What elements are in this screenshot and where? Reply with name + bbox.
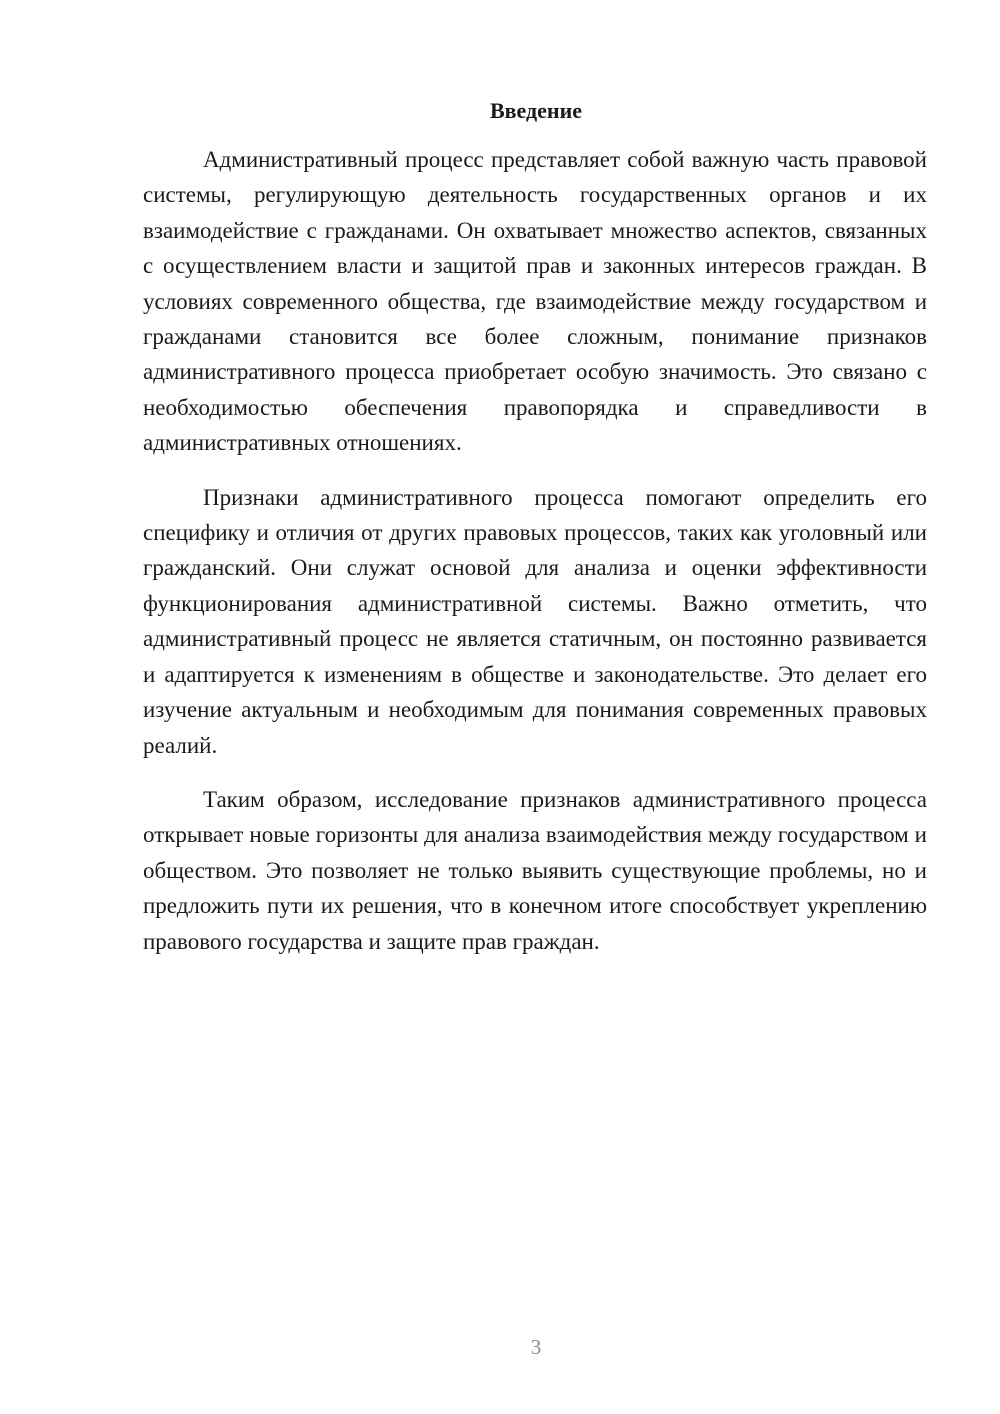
page-number: 3 bbox=[530, 1335, 542, 1359]
section-heading: Введение bbox=[489, 98, 583, 123]
paragraph-2: Признаки административного процесса помогают определить его специфику и отличия от других правовых процессов, таких как уголовный или гражданский. Они служат основой для анализа и оценки эффективности функционирования административной системы. Важно отметить, что административный процесс не является статичным, он постоянно развивается и адаптируется к изменениям в обществе и законодательстве. Это делает его изучение актуальным и необходимым для понимания современных правовых реалий. bbox=[143, 484, 927, 758]
paragraph-1: Административный процесс представляет собой важную часть правовой системы, регулирующую деятельность государственных органов и их взаимодействие с гражданами. Он охватывает множество аспектов, связанных с осуществлением власти и защитой прав и законных интересов граждан. В условиях современного общества, где взаимодействие между государством и гражданами становится все более сложным, понимание признаков административного процесса приобретает особую значимость. Это связано с необходимостью обеспечения правопорядка и справедливости в административных отношениях. bbox=[143, 147, 927, 456]
body-text bbox=[143, 142, 927, 978]
paragraph-3: Таким образом, исследование признаков административного процесса открывает новые горизонты для анализа взаимодействия между государством и обществом. Это позволяет не только выявить существующие проблемы, но и предложить пути их решения, что в конечном итоге способствует укреплению правового государства и защите прав граждан. bbox=[143, 786, 927, 954]
